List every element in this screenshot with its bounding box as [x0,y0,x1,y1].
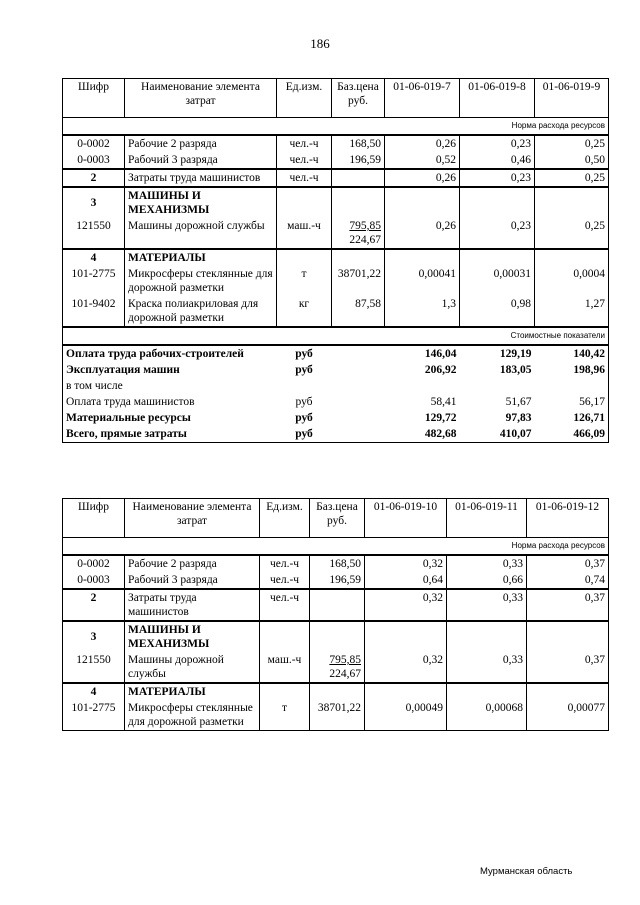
summary-row [63,394,609,410]
summary-name: Эксплуатация машин [63,362,277,378]
row-name: Микросферы стеклянные для дорожной разметки [125,700,260,731]
row-code: 0-0002 [63,135,125,152]
summary-value: 198,96 [535,362,609,378]
row-price: 38701,22 [332,266,385,296]
row-name: Рабочие 2 разряда [125,135,277,152]
row-name: Машины дорожной службы [125,652,260,683]
summary-name: Материальные ресурсы [63,410,277,426]
row-price: 87,58 [332,296,385,327]
row-unit: чел.-ч [277,152,332,169]
row-name: Затраты труда машинистов [125,169,277,187]
row-code: 2 [63,589,125,621]
row-value: 0,37 [527,652,609,683]
table-row [63,249,609,266]
table-row [63,135,609,152]
summary-value: 51,67 [505,396,532,408]
summary-row [63,426,609,443]
cost-caption: Стоимостные показатели [63,327,609,345]
row-unit: кг [277,296,332,327]
row-price: 168,50 [310,555,365,572]
price-secondary: 224,67 [349,234,381,246]
row-value: 0,23 [460,169,535,187]
summary-unit: руб [295,412,313,424]
row-unit: т [260,700,310,731]
price-main: 795,85 [329,654,361,666]
row-value: 0,46 [460,152,535,169]
header-col-1: 01-06-019-10 [365,499,447,538]
header-name: Наименование элемента затрат [125,79,277,118]
row-price: 196,59 [310,572,365,589]
row-value: 0,26 [385,169,460,187]
table-row [63,555,609,572]
row-value: 0,37 [527,589,609,621]
row-code: 0-0003 [63,152,125,169]
row-unit: чел.-ч [277,169,332,187]
row-value: 0,32 [365,652,447,683]
row-value: 0,00041 [385,266,460,296]
row-value: 0,74 [527,572,609,589]
resource-table-1 [62,78,609,443]
header-price: Баз.цена руб. [310,499,365,538]
summary-value: 466,09 [535,426,609,443]
row-unit: чел.-ч [260,589,310,621]
summary-name: Оплата труда рабочих-строителей [63,345,277,362]
summary-value: 206,92 [424,364,457,376]
row-price [332,218,385,249]
header-col-1: 01-06-019-7 [385,79,460,118]
row-price: 168,50 [332,135,385,152]
summary-row [63,410,609,426]
table-row [63,589,609,621]
summary-unit: руб [277,426,332,443]
row-name: МАШИНЫ И МЕХАНИЗМЫ [125,621,260,652]
row-name: Рабочий 3 разряда [125,152,277,169]
header-price: Баз.цена руб. [332,79,385,118]
header-unit: Ед.изм. [277,79,332,118]
table-row [63,683,609,700]
row-name: Микросферы стеклянные для дорожной разметки [125,266,277,296]
row-value: 0,0004 [535,266,609,296]
row-value: 0,98 [460,296,535,327]
row-unit: маш.-ч [260,652,310,683]
row-code: 101-9402 [63,296,125,327]
summary-value: 146,04 [385,345,460,362]
row-code: 0-0003 [63,572,125,589]
header-col-2: 01-06-019-11 [447,499,527,538]
summary-value: 126,71 [535,410,609,426]
summary-name: Оплата труда машинистов [63,394,277,410]
row-price: 38701,22 [310,700,365,731]
table-row [63,296,609,327]
norm-caption: Норма расхода ресурсов [63,118,609,136]
row-value: 0,25 [535,135,609,152]
row-value: 0,25 [535,218,609,249]
table-row [63,152,609,169]
row-value: 0,00031 [460,266,535,296]
row-value: 0,33 [447,652,527,683]
row-value: 0,50 [535,152,609,169]
row-value: 0,52 [385,152,460,169]
row-value: 0,32 [365,589,447,621]
summary-row [63,362,609,378]
row-code: 3 [63,187,125,218]
summary-unit: руб [295,364,313,376]
norm-caption: Норма расхода ресурсов [63,538,609,556]
row-name: Машины дорожной службы [125,218,277,249]
row-value: 0,00077 [527,700,609,731]
row-value: 1,27 [535,296,609,327]
row-unit: маш.-ч [277,218,332,249]
summary-row [63,345,609,362]
summary-unit: руб [277,345,332,362]
header-name: Наименование элемента затрат [125,499,260,538]
row-value: 0,33 [447,589,527,621]
footer-region: Мурманская область [480,866,573,877]
summary-value: 482,68 [385,426,460,443]
table-header-row [63,79,609,118]
summary-unit: руб [295,396,313,408]
row-price: 196,59 [332,152,385,169]
summary-name: Всего, прямые затраты [63,426,277,443]
row-code: 3 [63,621,125,652]
row-value: 1,3 [385,296,460,327]
page-number: 186 [310,36,330,51]
row-name: МАТЕРИАЛЫ [125,249,277,266]
row-value: 0,64 [365,572,447,589]
summary-name: в том числе [63,378,277,394]
summary-value: 140,42 [535,345,609,362]
row-name: МАШИНЫ И МЕХАНИЗМЫ [125,187,277,218]
price-secondary: 224,67 [329,668,361,680]
row-code: 4 [63,683,125,700]
row-name: Рабочий 3 разряда [125,572,260,589]
row-name: МАТЕРИАЛЫ [125,683,260,700]
row-name: Затраты труда машинистов [125,589,260,621]
row-value: 0,26 [385,218,460,249]
row-value: 0,00049 [365,700,447,731]
header-code: Шифр [63,79,125,118]
summary-value: 410,07 [460,426,535,443]
row-value: 0,23 [460,218,535,249]
row-value: 0,00068 [447,700,527,731]
header-col-3: 01-06-019-12 [527,499,609,538]
table-row [63,652,609,683]
row-code: 0-0002 [63,555,125,572]
header-col-2: 01-06-019-8 [460,79,535,118]
resource-table-2 [62,498,609,731]
summary-value: 183,05 [499,364,532,376]
row-value: 0,25 [535,169,609,187]
table-row [63,621,609,652]
table-row [63,700,609,731]
row-value: 0,33 [447,555,527,572]
table-row [63,169,609,187]
row-price [310,652,365,683]
header-code: Шифр [63,499,125,538]
table-row [63,187,609,218]
table-row [63,218,609,249]
table-row [63,572,609,589]
header-col-3: 01-06-019-9 [535,79,609,118]
row-value: 0,32 [365,555,447,572]
row-name: Рабочие 2 разряда [125,555,260,572]
row-value: 0,37 [527,555,609,572]
summary-value: 129,19 [460,345,535,362]
row-code: 4 [63,249,125,266]
table-row [63,266,609,296]
row-code: 2 [63,169,125,187]
row-name: Краска полиакриловая для дорожной разметки [125,296,277,327]
header-unit: Ед.изм. [260,499,310,538]
summary-value: 56,17 [535,394,609,410]
price-main: 795,85 [349,220,381,232]
table-header-row [63,499,609,538]
row-unit: т [277,266,332,296]
row-code: 101-2775 [63,266,125,296]
row-value: 0,66 [447,572,527,589]
row-unit: чел.-ч [277,135,332,152]
row-code: 121550 [63,218,125,249]
row-code: 101-2775 [63,700,125,731]
row-unit: чел.-ч [260,572,310,589]
summary-value: 58,41 [430,396,457,408]
row-value: 0,26 [385,135,460,152]
summary-value: 97,83 [505,412,532,424]
row-code: 121550 [63,652,125,683]
row-value: 0,23 [460,135,535,152]
summary-row [63,378,609,394]
summary-value: 129,72 [424,412,457,424]
row-unit: чел.-ч [260,555,310,572]
